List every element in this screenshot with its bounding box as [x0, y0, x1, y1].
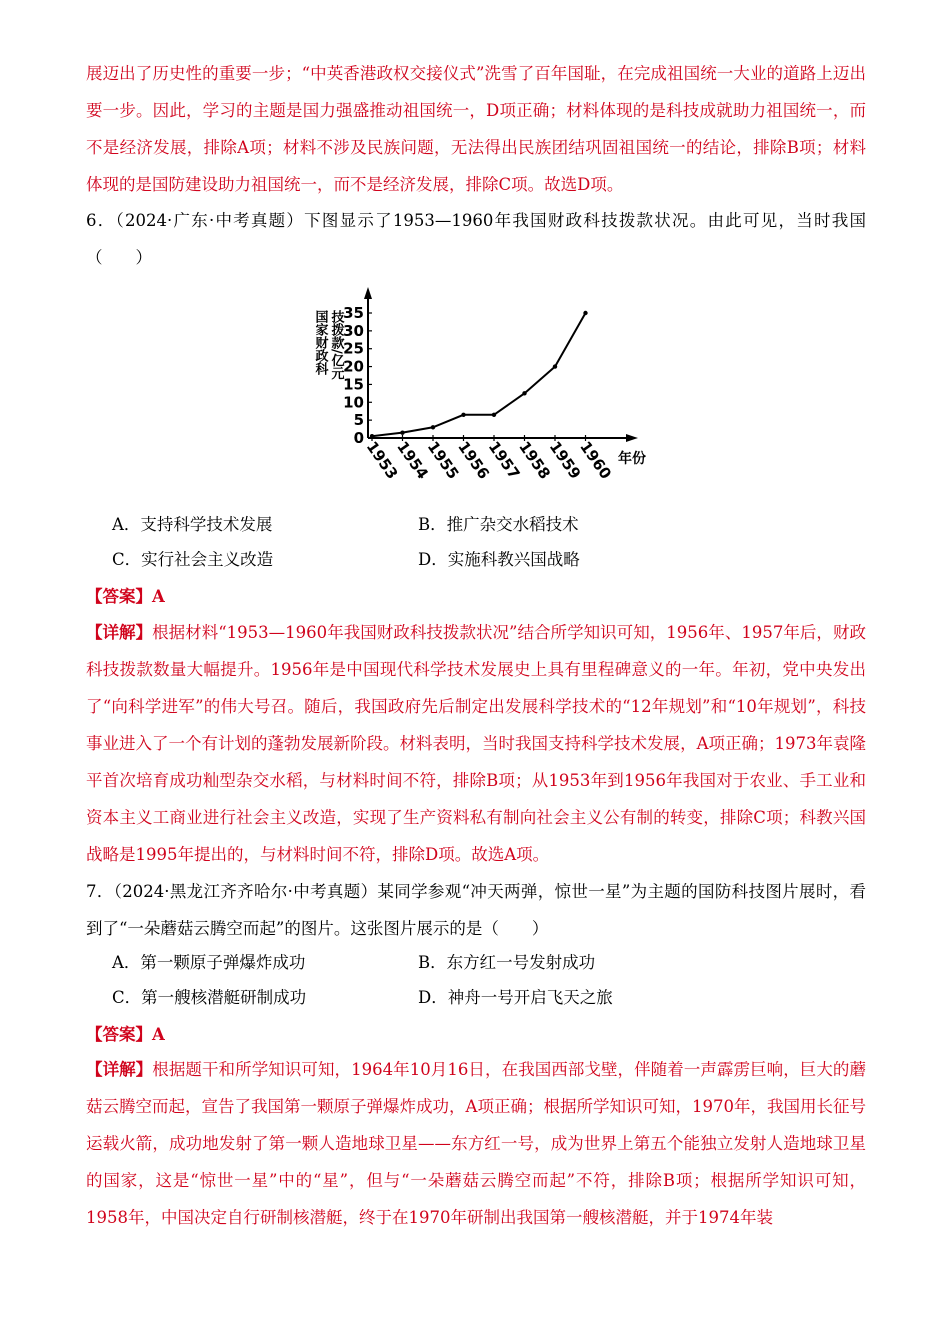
- y-axis-arrow: [364, 287, 372, 299]
- q6-answer: [86, 578, 866, 615]
- q6-detail: [86, 614, 866, 873]
- data-point: [492, 413, 496, 417]
- detail-text: 根据材料“1953—1960年我国财政科技拨款状况”结合所学知识可知，1956年、1957年后，财政科技拨款数量大幅提升。1956年是中国现代科学技术发展史上具有里程碑意义的一年。年初，党中央发出了“向科学进军”的伟大号召。随后，我国政府先后制定出发展科学技术的“12年规划”和“10年规划”，科技事业进入了一个有计划的蓬勃发展新阶段。材料表明，当时我国支持科学技术发展，A项正确；1973年袁隆平首次培育成功籼型杂交水稻，与材料时间不符，排除B项；从1953年到1956年我国对于农业、手工业和资本主义工商业进行社会主义改造，实现了生产资料私有制向社会主义公有制的转变，排除C项；科教兴国战略是1995年提出的，与材料时间不符，排除D项。故选A项。: [86, 623, 866, 864]
- q7-answer: [86, 1016, 866, 1053]
- data-point: [400, 430, 404, 434]
- q7-option-d: D．神舟一号开启飞天之旅: [418, 988, 613, 1007]
- detail-text: 根据题干和所学知识可知，1964年10月16日，在我国西部戈壁，伴随着一声霹雳巨响，巨大的蘑菇云腾空而起，宣告了我国第一颗原子弹爆炸成功，A项正确；根据所学知识可知，1970年，我国用长征号运载火箭，成功地发射了第一颗人造地球卫星——东方红一号，成为世界上第五个能独立发射人造地球卫星的国家，这是“惊世一星”中的“星”，但与“一朵蘑菇云腾空而起”不符，排除B项；根据所学知识可知，1958年，中国决定自行研制核潜艇，终于在1970年研制出我国第一艘核潜艇，并于1974年装: [86, 1060, 867, 1227]
- tech-funding-chart: [300, 285, 680, 495]
- q7-option-b: B．东方红一号发射成功: [418, 953, 596, 972]
- answer-label: 【答案】: [86, 1025, 152, 1044]
- answer-value: A: [152, 587, 165, 606]
- previous-explanation: 展迈出了历史性的重要一步；“中英香港政权交接仪式”洗雪了百年国耻，在完成祖国统一大业的道路上迈出要一步。因此，学习的主题是国力强盛推动祖国统一，D项正确；材料体现的是科技成就助力祖国统一，而不是经济发展，排除A项；材料不涉及民族问题，无法得出民族团结巩固祖国统一的结论，排除B项；材料体现的是国防建设助力祖国统一，而不是经济发展，排除C项。故选D项。: [86, 64, 866, 194]
- y-tick-label: 25: [343, 339, 364, 358]
- q7-option-c: C．第一艘核潜艇研制成功: [112, 988, 307, 1007]
- data-point: [522, 391, 526, 395]
- q6-option-d: D．实施科教兴国战略: [418, 550, 580, 569]
- x-tick-label: 1958: [515, 437, 554, 483]
- x-axis-arrow: [626, 434, 638, 442]
- y-tick-label: 15: [343, 375, 364, 394]
- x-tick-label: 1955: [423, 437, 463, 483]
- x-tick-label: 1957: [484, 437, 524, 483]
- y-axis-label-line2: 技拨款/亿元: [328, 310, 344, 380]
- y-tick-label: 20: [343, 357, 364, 376]
- q6-option-b: B．推广杂交水稻技术: [418, 515, 579, 534]
- x-tick-label: 1954: [393, 437, 432, 483]
- x-tick-label: 1956: [454, 437, 493, 483]
- x-tick-label: 1960: [576, 437, 615, 483]
- detail-label: 【详解】: [86, 1060, 153, 1079]
- y-tick-label: 30: [343, 321, 364, 340]
- x-axis-label: 年份: [618, 451, 646, 467]
- q7-detail: [86, 1051, 866, 1236]
- y-tick-label: 10: [343, 393, 364, 412]
- data-point: [461, 413, 465, 417]
- y-tick-label: 35: [343, 304, 364, 322]
- y-tick-label: 0: [353, 429, 364, 447]
- x-tick-label: 1953: [362, 437, 402, 483]
- y-tick-label: 5: [353, 411, 364, 430]
- data-point: [431, 425, 435, 429]
- detail-label: 【详解】: [86, 623, 153, 642]
- question-7-stem: 7．（2024·黑龙江齐齐哈尔·中考真题）某同学参观“冲天两弹，惊世一星”为主题的国防科技图片展时，看到了“一朵蘑菇云腾空而起”的图片。这张图片展示的是（ ）: [86, 882, 866, 938]
- q6-option-c: C．实行社会主义改造: [112, 550, 274, 569]
- data-point: [553, 364, 557, 368]
- x-tick-label: 1959: [545, 437, 585, 483]
- answer-value: A: [152, 1025, 165, 1044]
- series-line: [372, 313, 586, 436]
- data-point: [583, 311, 587, 315]
- answer-label: 【答案】: [86, 587, 152, 606]
- question-6-stem: 6．（2024·广东·中考真题）下图显示了1953—1960年我国财政科技拨款状况。由此可见，当时我国（ ）: [86, 211, 866, 267]
- q7-option-a: A．第一颗原子弹爆炸成功: [112, 953, 306, 972]
- q6-option-a: A．支持科学技术发展: [112, 515, 273, 534]
- y-axis-label-line1: 国家财政科: [312, 310, 328, 375]
- data-point: [370, 434, 374, 438]
